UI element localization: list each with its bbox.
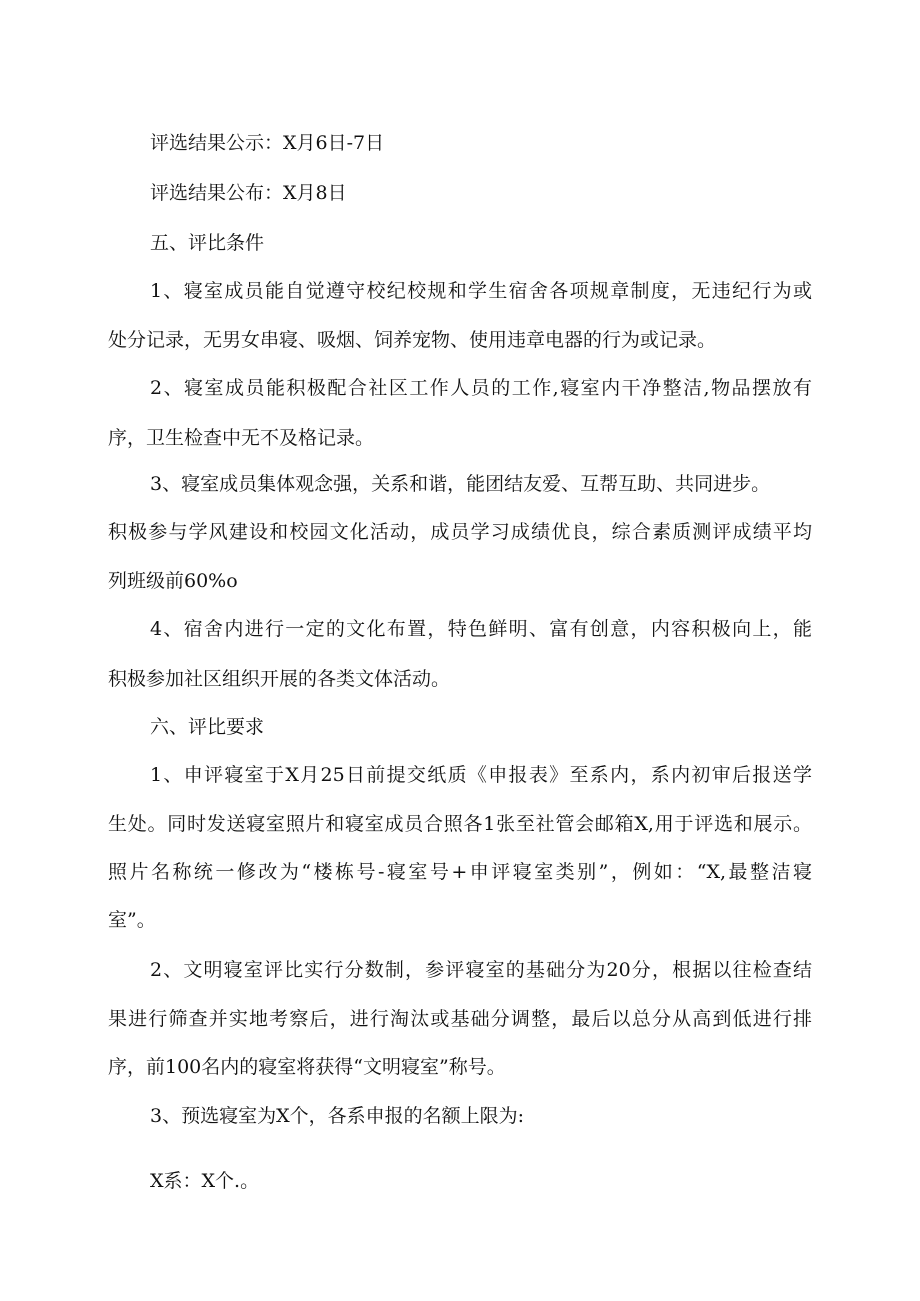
criteria-4-line-2: 积极参加社区组织开展的各类文体活动。	[108, 668, 451, 690]
requirement-2-line-2: 果进行筛查并实地考察后，进行淘汰或基础分调整，最后以总分从高到低进行排	[108, 1008, 812, 1030]
criteria-1-line-1: 1、寝室成员能自觉遵守校纪校规和学生宿舍各项规章制度，无违纪行为或	[150, 280, 812, 302]
section-heading-requirements: 六、评比要求	[150, 716, 265, 738]
criteria-1-line-2: 处分记录，无男女串寝、吸烟、饲养宠物、使用违章电器的行为或记录。	[108, 329, 717, 351]
requirement-1-line-2: 生处。同时发送寝室照片和寝室成员合照各1张至社管会邮箱X,用于评选和展示。	[108, 813, 812, 835]
result-announcement-line: 评选结果公布：X月8日	[150, 182, 347, 204]
criteria-3-line-1: 3、寝室成员集体观念强，关系和谐，能团结友爱、互帮互助、共同进步。	[150, 473, 771, 495]
criteria-3-line-3: 列班级前60%o	[108, 570, 238, 592]
result-publicity-line: 评选结果公示：X月6日-7日	[150, 132, 385, 154]
requirement-2-line-1: 2、文明寝室评比实行分数制，参评寝室的基础分为20分，根据以往检查结	[150, 959, 812, 981]
requirement-3-line-1: 3、预选寝室为X个，各系申报的名额上限为:	[150, 1105, 525, 1127]
requirement-1-line-3: 照片名称统一修改为“楼栋号-寝室号+申评寝室类别”，例如：“X,最整洁寝	[108, 861, 812, 883]
criteria-3-line-2: 积极参与学风建设和校园文化活动，成员学习成绩优良，综合素质测评成绩平均	[108, 521, 812, 543]
requirement-2-line-3: 序，前100名内的寝室将获得“文明寝室”称号。	[108, 1056, 506, 1078]
department-quota-line: X系：X个.。	[150, 1170, 260, 1192]
section-heading-criteria: 五、评比条件	[150, 232, 265, 254]
criteria-2-line-2: 序，卫生检查中无不及格记录。	[108, 427, 375, 449]
criteria-2-line-1: 2、寝室成员能积极配合社区工作人员的工作,寝室内干净整洁,物品摆放有	[150, 377, 812, 399]
requirement-1-line-1: 1、申评寝室于X月25日前提交纸质《申报表》至系内，系内初审后报送学	[150, 764, 812, 786]
criteria-4-line-1: 4、宿舍内进行一定的文化布置，特色鲜明、富有创意，内容积极向上，能	[150, 618, 812, 640]
requirement-1-line-4: 室”。	[108, 909, 156, 931]
